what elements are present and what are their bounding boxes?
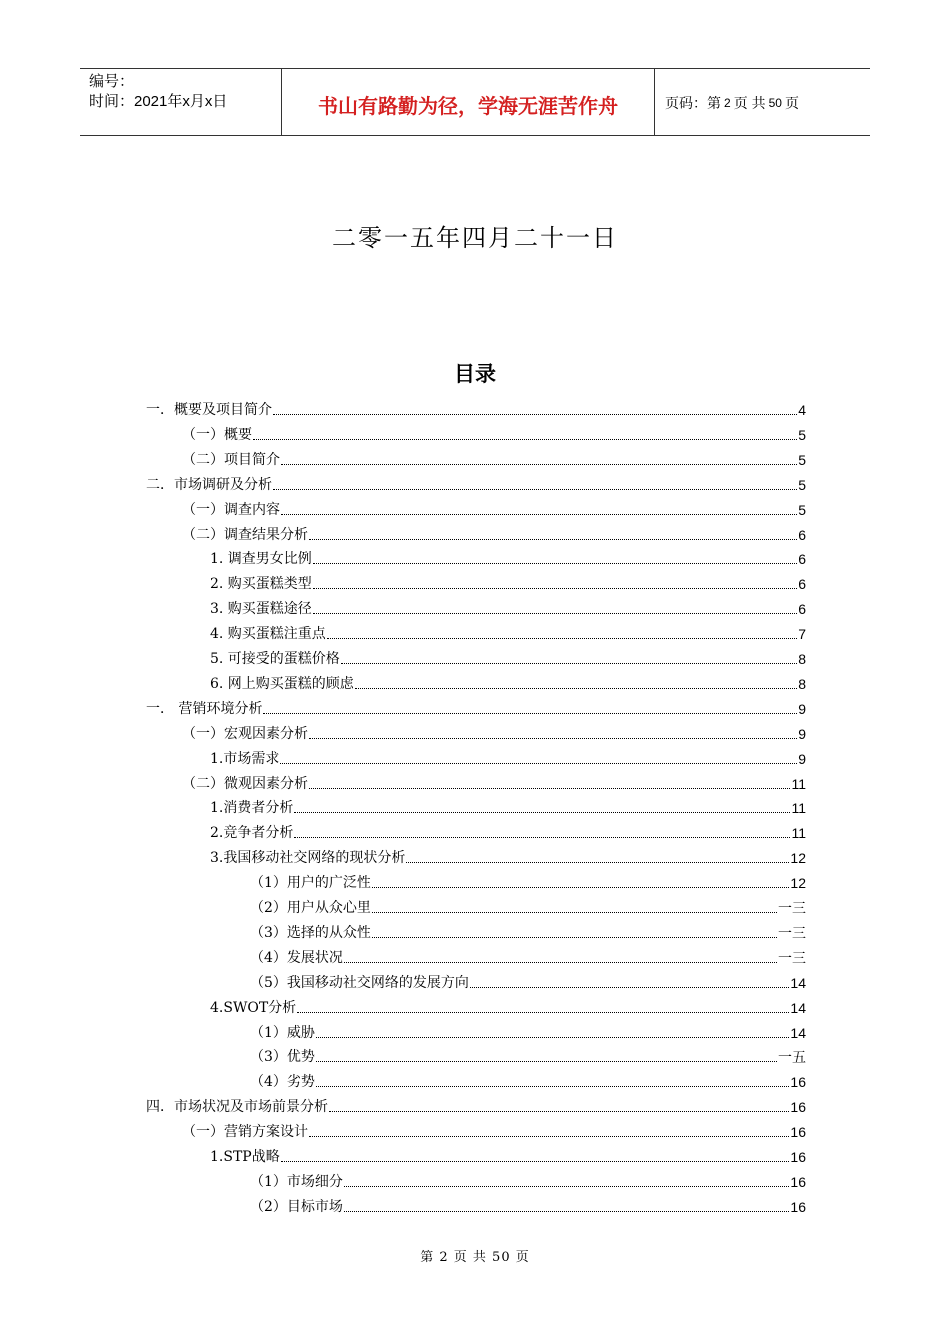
page-suffix: 页 [784, 95, 799, 111]
toc-entry-label: （二）项目简介 [182, 451, 280, 468]
toc-entry-page: 5 [798, 476, 806, 493]
toc-entry-label: 3.我国移动社交网络的现状分析 [210, 850, 406, 867]
toc-leader-dots [273, 475, 797, 490]
toc-entry[interactable] [250, 1044, 806, 1066]
toc-entry[interactable] [210, 671, 806, 693]
toc-entry-page: 5 [798, 451, 806, 468]
toc-leader-dots [281, 450, 797, 465]
toc-leader-dots [316, 1023, 790, 1038]
toc-entry-label: 1.市场需求 [210, 750, 280, 767]
toc-entry-label: 6. 网上购买蛋糕的顾虑 [210, 675, 354, 692]
toc-leader-dots [273, 400, 797, 415]
toc-entry[interactable] [210, 621, 806, 643]
toc-entry[interactable] [146, 472, 806, 494]
toc-leader-dots [372, 898, 777, 913]
toc-entry-label: 1.消费者分析 [210, 800, 294, 817]
toc-entry-label: （1）市场细分 [250, 1173, 343, 1190]
page-header [80, 68, 870, 136]
toc-entry-label: 1.STP战略 [210, 1149, 280, 1165]
toc-leader-dots [355, 674, 797, 689]
toc-entry-label: （一）营销方案设计 [182, 1124, 308, 1141]
toc-entry-page: 一五 [778, 1049, 806, 1066]
page-total: 50 [768, 96, 782, 110]
toc-entry[interactable] [182, 771, 806, 793]
toc-entry-page: 16 [790, 1074, 806, 1091]
toc-entry[interactable] [182, 721, 806, 743]
toc-entry[interactable] [146, 397, 806, 419]
toc-entry-label: （二）微观因素分析 [182, 775, 308, 792]
toc-entry-label: （一）宏观因素分析 [182, 725, 308, 742]
toc-entry[interactable] [250, 870, 806, 892]
toc-entry-page: 14 [790, 999, 806, 1016]
toc-entry-label: （4）发展状况 [250, 949, 343, 966]
toc-leader-dots [309, 1122, 789, 1137]
page-prefix: 页码：第 [665, 95, 721, 111]
toc-title: 目录 [454, 362, 496, 386]
toc-entry-label: （一）调查内容 [182, 501, 280, 518]
toc-entry-label: （5）我国移动社交网络的发展方向 [250, 974, 469, 991]
toc-leader-dots [470, 973, 790, 988]
toc-entry[interactable] [210, 795, 806, 817]
toc-entry-page: 一三 [778, 924, 806, 941]
toc-entry-page: 16 [790, 1173, 806, 1190]
toc-entry[interactable] [250, 970, 806, 992]
toc-entry-page: 11 [791, 775, 806, 792]
toc-leader-dots [281, 500, 797, 515]
toc-entry-page: 16 [790, 1124, 806, 1141]
toc-entry-page: 11 [791, 825, 806, 842]
time-label: 时间：2021年x月x日 [89, 93, 228, 110]
toc-entry-label: 2.竞争者分析 [210, 825, 294, 842]
toc-entry-page: 5 [798, 501, 806, 518]
toc-entry-page: 11 [791, 800, 806, 817]
toc-leader-dots [344, 1172, 790, 1187]
page-footer: 第 2 页 共 50 页 [420, 1250, 530, 1265]
toc-entry-page: 7 [798, 626, 806, 643]
toc-entry-page: 8 [798, 675, 806, 692]
toc-leader-dots [294, 823, 790, 838]
toc-entry-label: 一．概要及项目简介 [146, 402, 272, 418]
toc-leader-dots [309, 774, 790, 789]
toc-entry-label: 4.SWOT分析 [210, 999, 297, 1016]
toc-entry[interactable] [250, 1069, 806, 1091]
toc-leader-dots [313, 599, 797, 614]
toc-entry[interactable] [250, 1020, 806, 1042]
toc-leader-dots [313, 574, 797, 589]
toc-leader-dots [372, 923, 777, 938]
toc-entry-page: 16 [790, 1149, 806, 1165]
toc-entry-page: 6 [798, 526, 806, 543]
toc-entry-page: 14 [790, 1024, 806, 1041]
page-mid: 页 共 [733, 95, 766, 111]
toc-entry[interactable] [250, 1194, 806, 1216]
toc-entry-page: 一三 [778, 900, 806, 916]
toc-entry-page: 6 [798, 576, 806, 593]
toc-entry[interactable] [250, 920, 806, 942]
toc-entry-page: 9 [798, 750, 806, 767]
toc-entry-page: 16 [790, 1099, 806, 1116]
toc-entry-label: 4. 购买蛋糕注重点 [210, 626, 326, 643]
toc-entry-page: 6 [798, 601, 806, 618]
toc-leader-dots [372, 873, 790, 888]
toc-entry-page: 9 [798, 700, 806, 717]
toc-leader-dots [253, 425, 797, 440]
toc-entry-label: （1）威胁 [250, 1024, 315, 1041]
toc-entry-page: 14 [790, 974, 806, 991]
toc-leader-dots [281, 1147, 790, 1162]
toc-entry[interactable] [146, 1094, 806, 1116]
toc-entry-label: （3）优势 [250, 1049, 315, 1066]
toc-entry[interactable] [182, 497, 806, 519]
page-current: 2 [724, 96, 731, 110]
toc-entry-page: 12 [790, 850, 806, 867]
toc-leader-dots [344, 1197, 790, 1212]
toc-entry-page: 16 [790, 1198, 806, 1215]
toc-leader-dots [263, 699, 797, 714]
toc-entry[interactable] [210, 995, 806, 1017]
toc-entry[interactable] [182, 447, 806, 469]
toc-entry[interactable] [250, 895, 806, 917]
toc-entry-label: 2. 购买蛋糕类型 [210, 576, 312, 593]
toc-leader-dots [327, 624, 797, 639]
toc-leader-dots [406, 848, 789, 863]
header-motto: 书山有路勤为径，学海无涯苦作舟 [282, 69, 655, 135]
toc-entry[interactable] [146, 696, 806, 718]
toc-leader-dots [309, 724, 797, 739]
toc-leader-dots [341, 649, 797, 664]
number-label: 编号： [89, 73, 135, 90]
toc-entry[interactable] [210, 820, 806, 842]
toc-entry-label: 二．市场调研及分析 [146, 476, 272, 493]
toc-entry[interactable] [210, 845, 806, 867]
toc-entry-label: 5. 可接受的蛋糕价格 [210, 651, 340, 667]
toc-entry-label: 四．市场状况及市场前景分析 [146, 1099, 328, 1116]
toc-leader-dots [316, 1072, 790, 1087]
toc-entry[interactable] [210, 746, 806, 768]
toc-entry[interactable] [250, 1169, 806, 1191]
toc-entry-label: （二）调查结果分析 [182, 526, 308, 543]
toc-entry-page: 5 [798, 426, 806, 443]
toc-entry[interactable] [182, 422, 806, 444]
toc-entry-page: 9 [798, 725, 806, 742]
header-info-cell [80, 69, 282, 135]
toc-leader-dots [316, 1047, 777, 1062]
toc-entry[interactable] [210, 596, 806, 618]
date-title: 二零一五年四月二十一日 [332, 224, 618, 252]
toc-entry-label: （4）劣势 [250, 1074, 315, 1091]
toc-entry[interactable] [210, 571, 806, 593]
toc-leader-dots [344, 948, 777, 963]
toc-leader-dots [329, 1097, 789, 1112]
toc-entry-label: （3）选择的从众性 [250, 924, 371, 941]
toc-entry-label: 一． 营销环境分析 [146, 700, 263, 717]
toc-entry[interactable] [250, 945, 806, 967]
header-page-info [655, 69, 870, 135]
toc-entry[interactable] [182, 1119, 806, 1141]
toc-entry-page: 12 [790, 875, 806, 892]
toc-entry-label: （1）用户的广泛性 [250, 875, 371, 892]
toc-entry-label: （2）用户从众心里 [250, 900, 371, 916]
toc-leader-dots [309, 525, 797, 540]
toc-entry[interactable] [210, 1144, 806, 1166]
toc-leader-dots [297, 998, 789, 1013]
toc-leader-dots [313, 549, 797, 564]
toc-leader-dots [280, 749, 797, 764]
toc-entry[interactable] [182, 522, 806, 544]
toc-entry-label: 3. 购买蛋糕途径 [210, 601, 312, 618]
toc-entry-label: 1. 调查男女比例 [210, 551, 312, 568]
toc-entry-page: 6 [798, 551, 806, 568]
toc-entry[interactable] [210, 646, 806, 668]
toc-entry-label: （2）目标市场 [250, 1198, 343, 1215]
toc-entry-label: （一）概要 [182, 426, 252, 443]
toc-entry-page: 一三 [778, 949, 806, 966]
toc-entry-page: 8 [798, 651, 806, 667]
toc-entry[interactable] [210, 546, 806, 568]
toc-entry-page: 4 [798, 402, 806, 418]
toc-leader-dots [294, 798, 790, 813]
